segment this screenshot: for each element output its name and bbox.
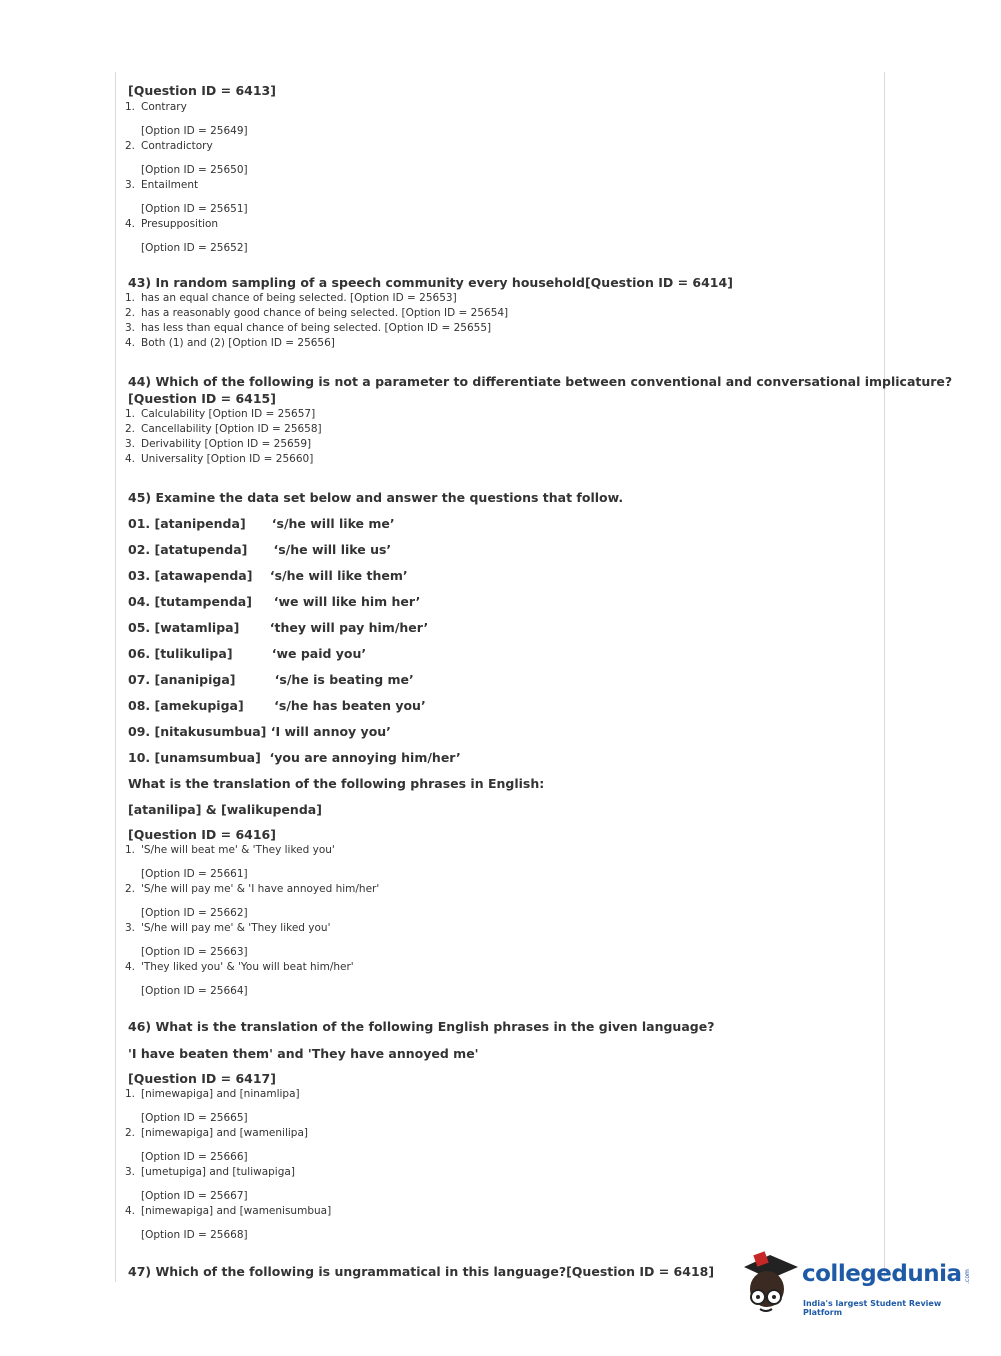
logo-wordmark: collegedunia <box>802 1261 962 1287</box>
option: 3. has less than equal chance of being selected. [Option ID = 25655] <box>125 322 492 334</box>
option: 2. [nimewapiga] and [wamenilipa] <box>125 1127 308 1139</box>
option-id: [Option ID = 25652] <box>141 242 248 254</box>
logo-tagline: India's largest Student Review Platform <box>803 1299 942 1317</box>
question-id: [Question ID = 6416] <box>128 827 276 842</box>
option-id: [Option ID = 25661] <box>141 868 248 880</box>
option: 4. Presupposition <box>125 218 219 230</box>
data-row: 04. [tutampenda] ‘we will like him her’ <box>128 594 421 609</box>
question-46-text: 46) What is the translation of the following English phrases in the given language? <box>128 1019 715 1034</box>
question-prompt: What is the translation of the following phrases in English: <box>128 776 545 791</box>
data-row: 01. [atanipenda] ‘s/he will like me’ <box>128 516 395 531</box>
logo-domain: .com <box>963 1269 971 1284</box>
question-phrases: [atanilipa] & [walikupenda] <box>128 802 322 817</box>
question-id: [Question ID = 6413] <box>128 83 276 98</box>
question-46-options <box>125 1070 331 1243</box>
question-45-options <box>125 826 379 999</box>
question-id: [Question ID = 6415] <box>128 391 276 406</box>
question-43 <box>125 274 733 351</box>
question-id: [Question ID = 6417] <box>128 1071 276 1086</box>
data-row: 08. [amekupiga] ‘s/he has beaten you’ <box>128 698 426 713</box>
data-row: 09. [nitakusumbua] ‘I will annoy you’ <box>128 724 391 739</box>
question-text: 44) Which of the following is not a parameter to differentiate between conventional and conversational implicature? <box>128 374 953 389</box>
data-row: 02. [atatupenda] ‘s/he will like us’ <box>128 542 392 557</box>
question-45-text: 45) Examine the data set below and answer the questions that follow. <box>128 490 624 505</box>
option: 4. Both (1) and (2) [Option ID = 25656] <box>125 337 335 349</box>
option: 3. Entailment <box>125 179 199 191</box>
option-id: [Option ID = 25666] <box>141 1151 248 1163</box>
page-border-left <box>115 72 116 1282</box>
option-id: [Option ID = 25649] <box>141 125 248 137</box>
option: 3. [umetupiga] and [tuliwapiga] <box>125 1166 295 1178</box>
data-row: 07. [ananipiga] ‘s/he is beating me’ <box>128 672 414 687</box>
option-id: [Option ID = 25665] <box>141 1112 248 1124</box>
option: 2. Cancellability [Option ID = 25658] <box>125 423 322 435</box>
option: 1. 'S/he will beat me' & 'They liked you' <box>125 844 335 856</box>
option: 1. Calculability [Option ID = 25657] <box>125 408 316 420</box>
option: 4. Universality [Option ID = 25660] <box>125 453 314 465</box>
option: 2. has a reasonably good chance of being selected. [Option ID = 25654] <box>125 307 509 319</box>
option: 3. 'S/he will pay me' & 'They liked you' <box>125 922 331 934</box>
collegedunia-logo[interactable] <box>740 1247 970 1317</box>
option-id: [Option ID = 25662] <box>141 907 248 919</box>
question-44 <box>125 373 952 467</box>
graduate-mascot-icon <box>740 1247 802 1317</box>
option-id: [Option ID = 25663] <box>141 946 248 958</box>
data-row: 10. [unamsumbua] ‘you are annoying him/her’ <box>128 750 461 765</box>
option: 1. Contrary <box>125 101 187 113</box>
question-42 <box>125 82 276 256</box>
question-47: 47) Which of the following is ungrammatical in this language?[Question ID = 6418] <box>128 1264 715 1279</box>
page-border-right <box>884 72 885 1282</box>
option-id: [Option ID = 25651] <box>141 203 248 215</box>
data-row: 06. [tulikulipa] ‘we paid you’ <box>128 646 367 661</box>
option: 1. has an equal chance of being selected. [Option ID = 25653] <box>125 292 457 304</box>
data-row: 03. [atawapenda] ‘s/he will like them’ <box>128 568 408 583</box>
option: 2. Contradictory <box>125 140 213 152</box>
option: 1. [nimewapiga] and [ninamlipa] <box>125 1088 300 1100</box>
option: 2. 'S/he will pay me' & 'I have annoyed him/her' <box>125 883 380 895</box>
option: 4. [nimewapiga] and [wamenisumbua] <box>125 1205 332 1217</box>
question-phrases: 'I have beaten them' and 'They have annoyed me' <box>128 1046 479 1061</box>
option: 4. 'They liked you' & 'You will beat him/her' <box>125 961 354 973</box>
option-id: [Option ID = 25668] <box>141 1229 248 1241</box>
option: 3. Derivability [Option ID = 25659] <box>125 438 312 450</box>
data-row: 05. [watamlipa] ‘they will pay him/her’ <box>128 620 429 635</box>
option-id: [Option ID = 25650] <box>141 164 248 176</box>
option-id: [Option ID = 25664] <box>141 985 248 997</box>
option-id: [Option ID = 25667] <box>141 1190 248 1202</box>
question-text: 43) In random sampling of a speech community every household[Question ID = 6414] <box>128 275 733 290</box>
